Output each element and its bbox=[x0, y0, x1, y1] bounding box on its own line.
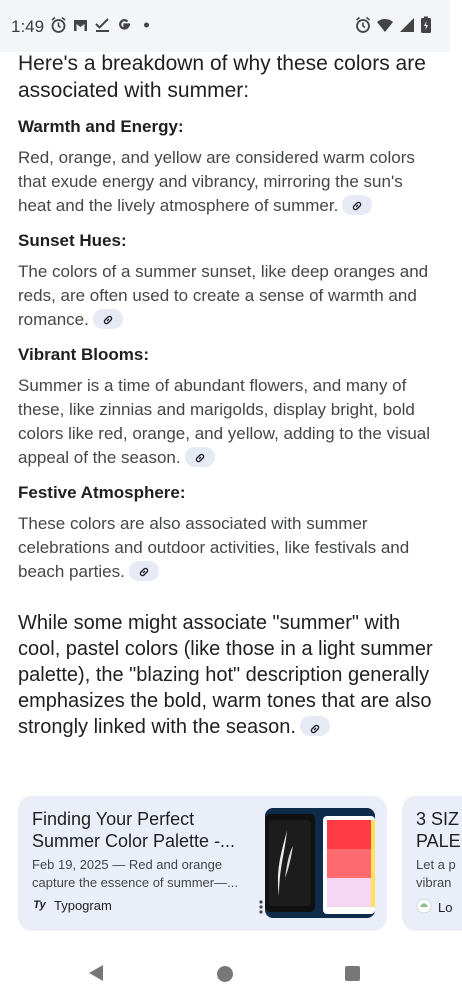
alarm-icon bbox=[50, 16, 67, 34]
gmail-icon bbox=[72, 16, 89, 34]
section-heading: Vibrant Blooms: bbox=[18, 345, 149, 364]
back-icon[interactable] bbox=[88, 964, 104, 987]
status-bar bbox=[0, 0, 450, 52]
check-icon bbox=[94, 16, 111, 34]
system-nav-bar bbox=[0, 940, 450, 1000]
source-card[interactable] bbox=[18, 796, 387, 931]
card-source bbox=[32, 898, 112, 913]
link-icon bbox=[102, 314, 114, 326]
section-body bbox=[18, 512, 438, 584]
battery-icon bbox=[420, 16, 438, 34]
ai-answer bbox=[18, 50, 438, 740]
wifi-icon bbox=[376, 16, 394, 34]
source-card-2[interactable] bbox=[402, 796, 462, 931]
source-link-button[interactable] bbox=[185, 447, 215, 467]
link-icon bbox=[351, 200, 363, 212]
home-icon[interactable] bbox=[217, 966, 233, 982]
section-body-text: These colors are also associated with summer celebrations and outdoor activities, like festivals and beach parties. bbox=[18, 514, 410, 581]
section-body-text: Red, orange, and yellow are considered warm colors that exude energy and vibrancy, mirroring the sun's heat and the lively atmosphere of summer. bbox=[18, 148, 415, 215]
conclusion-text bbox=[18, 610, 438, 740]
section-heading: Festive Atmosphere: bbox=[18, 483, 186, 502]
card-thumbnail bbox=[265, 808, 375, 918]
source-link-button[interactable] bbox=[342, 195, 372, 215]
link-icon bbox=[194, 452, 206, 464]
source-link-button[interactable] bbox=[93, 309, 123, 329]
source-link-button[interactable] bbox=[129, 561, 159, 581]
typogram-logo-icon: Ty bbox=[33, 899, 46, 911]
section-festive bbox=[18, 482, 438, 584]
link-icon bbox=[138, 566, 150, 578]
section-heading: Warmth and Energy: bbox=[18, 117, 184, 136]
section-heading: Sunset Hues: bbox=[18, 231, 127, 250]
section-body-text: The colors of a summer sunset, like deep oranges and reds, are often used to create a sense of warmth and romance. bbox=[18, 262, 429, 329]
card-source-name: Typogram bbox=[54, 898, 112, 913]
card-snippet: Feb 19, 2025 — Red and orange capture the essence of summer—... bbox=[32, 857, 238, 890]
source-link-button[interactable] bbox=[300, 716, 330, 736]
section-body bbox=[18, 146, 438, 218]
section-warmth bbox=[18, 116, 438, 218]
section-sunset bbox=[18, 230, 438, 332]
conclusion-body: While some might associate "summer" with cool, pastel colors (like those in a light summer palette), the "blazing hot" description generally emphasizes the bold, warm tones that are also strongly linked with the season. bbox=[18, 612, 433, 738]
google-icon bbox=[116, 16, 133, 34]
status-time: 1:49 bbox=[11, 17, 45, 36]
recents-icon[interactable] bbox=[345, 966, 360, 981]
dot-icon bbox=[138, 16, 155, 34]
link-icon bbox=[309, 723, 321, 735]
intro-text: Here's a breakdown of why these colors are associated with summer: bbox=[18, 52, 426, 102]
section-body-text: Summer is a time of abundant flowers, and many of these, like zinnias and marigolds, display bright, bold colors like red, orange, and yellow, adding to the visual appeal of the season. bbox=[18, 376, 431, 467]
section-body bbox=[18, 260, 438, 332]
section-body bbox=[18, 374, 438, 470]
alarm-icon bbox=[354, 16, 372, 34]
section-blooms bbox=[18, 344, 438, 470]
card-title: 3 SIZ PALE bbox=[416, 809, 461, 851]
source-logo-icon bbox=[416, 898, 432, 917]
card-source bbox=[416, 898, 452, 917]
signal-icon bbox=[398, 16, 416, 34]
card-snippet: Let a p vibran bbox=[416, 857, 456, 890]
card-source-name: Lo bbox=[438, 900, 453, 915]
card-title: Finding Your Perfect Summer Color Palette -... bbox=[32, 809, 236, 851]
